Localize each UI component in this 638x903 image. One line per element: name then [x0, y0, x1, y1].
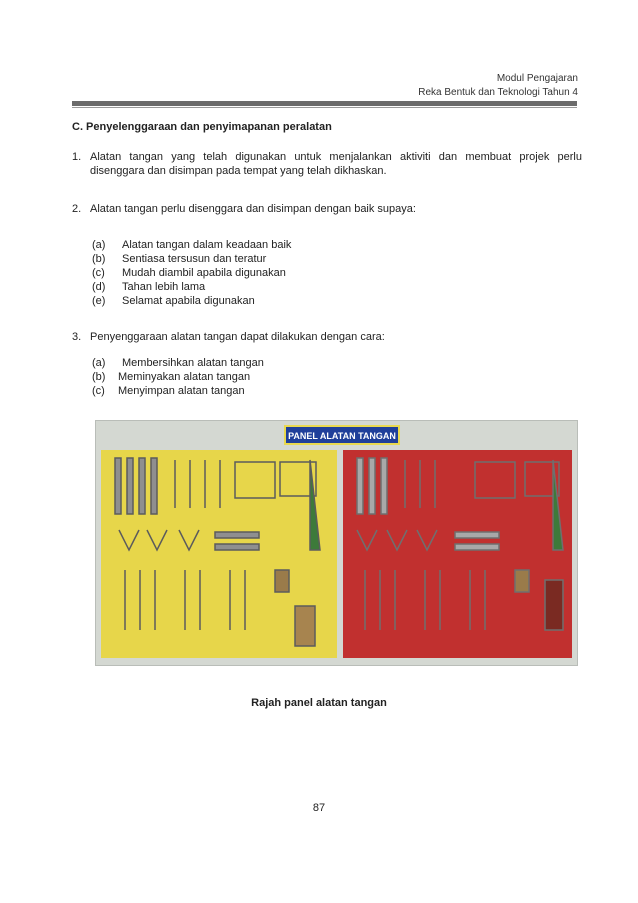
- file-tool: [139, 458, 145, 514]
- list-label: (e): [92, 295, 106, 307]
- header-rule: [72, 101, 577, 106]
- file-tool: [357, 458, 363, 514]
- file-tool: [381, 458, 387, 514]
- point-number: 3.: [72, 331, 82, 343]
- tool-panel-photo: [95, 420, 578, 666]
- header-rule-thin: [72, 107, 577, 108]
- list-text: Tahan lebih lama: [122, 281, 206, 293]
- list-label: (c): [92, 385, 105, 397]
- file-tool: [151, 458, 157, 514]
- header-subject: Reka Bentuk dan Teknologi Tahun 4: [418, 87, 578, 98]
- list-label: (d): [92, 281, 106, 293]
- list-text: Mudah diambil apabila digunakan: [122, 267, 286, 279]
- chisel-tool: [455, 532, 499, 538]
- mallet-tool: [275, 570, 289, 592]
- point-1: [72, 150, 582, 178]
- list-label: (a): [92, 239, 106, 251]
- point-number: 1.: [72, 151, 82, 163]
- chisel-tool: [215, 532, 259, 538]
- point-text: Alatan tangan yang telah digunakan untuk menjalankan aktiviti dan membuat projek perlu disenggara dan disimpan pada tempat yang telah dikhaskan.: [90, 151, 582, 177]
- list-text: Selamat apabila digunakan: [122, 295, 255, 307]
- point-text: Penyenggaraan alatan tangan dapat dilakukan dengan cara:: [90, 331, 385, 343]
- list-text: Alatan tangan dalam keadaan baik: [122, 239, 292, 251]
- point-2: [72, 202, 582, 216]
- point-text: Alatan tangan perlu disenggara dan disimpan dengan baik supaya:: [90, 203, 416, 215]
- list-label: (b): [92, 253, 106, 265]
- page-number: 87: [312, 802, 326, 814]
- list-text: Menyimpan alatan tangan: [118, 385, 245, 397]
- mallet-tool: [515, 570, 529, 592]
- file-tool: [127, 458, 133, 514]
- list-text: Membersihkan alatan tangan: [122, 357, 264, 369]
- list-label: (c): [92, 267, 105, 279]
- point-3: [72, 330, 582, 344]
- list-label: (b): [92, 371, 106, 383]
- file-tool: [369, 458, 375, 514]
- list-label: (a): [92, 357, 106, 369]
- list-text: Sentiasa tersusun dan teratur: [122, 253, 267, 265]
- panel-sign-text: PANEL ALATAN TANGAN: [288, 431, 396, 441]
- chisel-tool: [215, 544, 259, 550]
- section-title: C. Penyelenggaraan dan penyimapanan peralatan: [72, 121, 332, 133]
- red-panel: [343, 450, 572, 658]
- chisel-tool: [455, 544, 499, 550]
- file-tool: [115, 458, 121, 514]
- wood-block: [295, 606, 315, 646]
- header-module: Modul Pengajaran: [496, 73, 578, 84]
- wood-block: [545, 580, 563, 630]
- figure-caption: Rajah panel alatan tangan: [251, 697, 387, 709]
- point-number: 2.: [72, 203, 82, 215]
- list-text: Meminyakan alatan tangan: [118, 371, 251, 383]
- running-header: [418, 72, 578, 100]
